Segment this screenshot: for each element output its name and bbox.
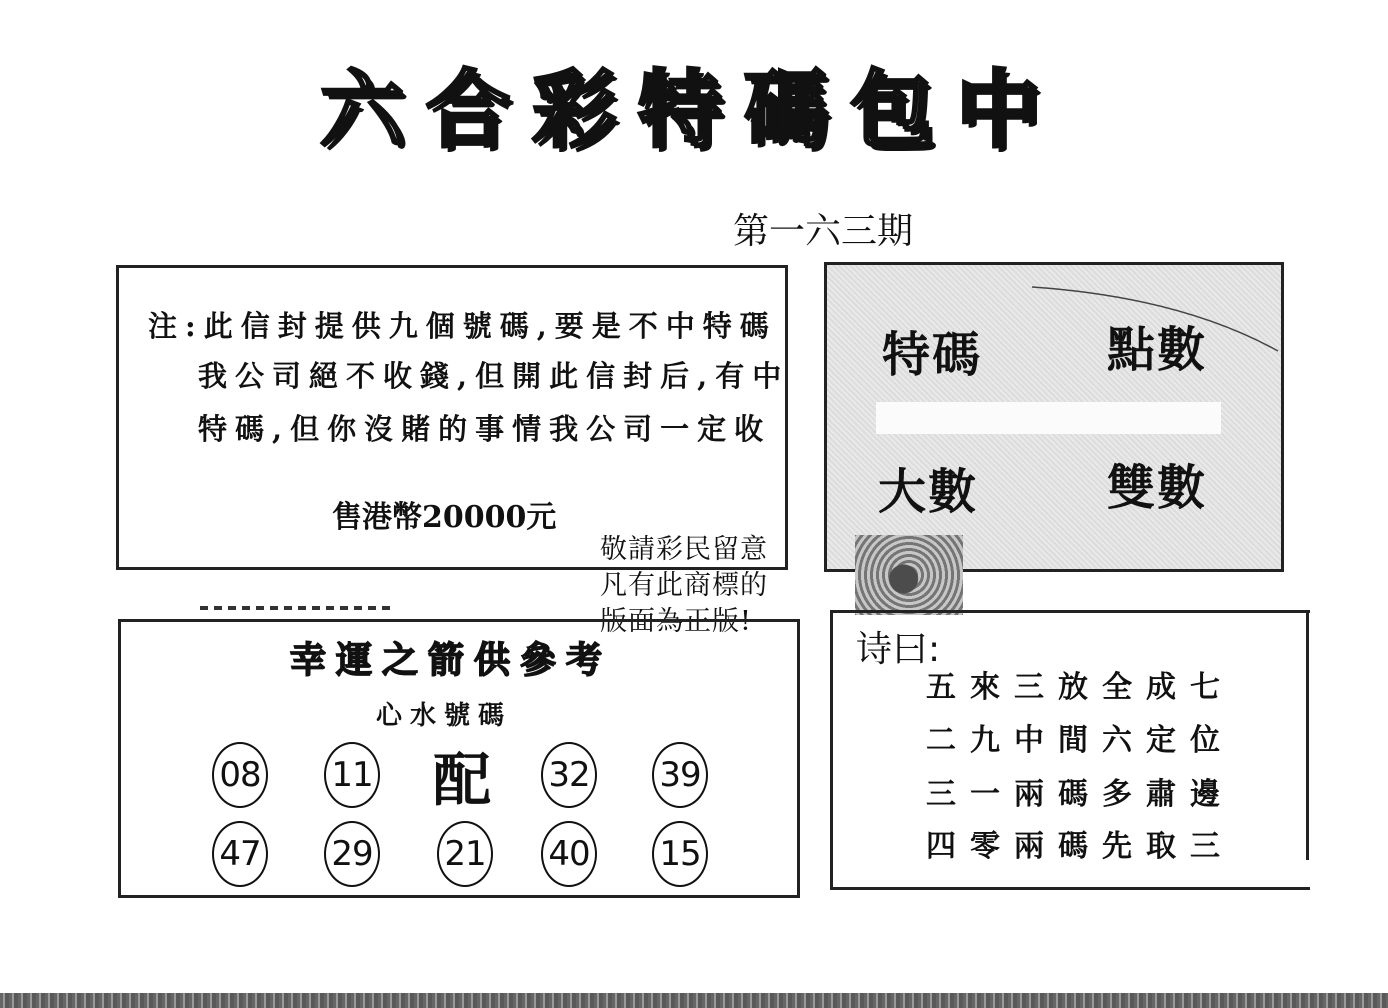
- price-text: 售港幣20000元: [332, 500, 557, 535]
- poem-heading: 诗曰:: [856, 629, 941, 670]
- notice-line: 我公司絕不收錢,但開此信封后,有中: [198, 359, 790, 393]
- number-ball: 32: [541, 742, 597, 808]
- authenticity-line: 版面為正版!: [600, 606, 752, 637]
- hint-even-number: 雙數: [1107, 460, 1208, 516]
- hint-divider: [876, 402, 1221, 434]
- scan-dash: [200, 606, 390, 610]
- number-ball: 39: [652, 742, 708, 808]
- lucky-subtitle: 心水號碼: [376, 701, 513, 731]
- number-ball: 21: [437, 821, 493, 887]
- number-ball: 47: [212, 821, 268, 887]
- poem-line: 四零兩碼先取三: [926, 829, 1234, 864]
- number-ball: 11: [324, 742, 380, 808]
- number-ball: 40: [541, 821, 597, 887]
- notice-line: 注:此信封提供九個號碼,要是不中特碼: [148, 309, 777, 343]
- authenticity-line: 敬請彩民留意: [600, 534, 768, 565]
- number-ball: 08: [212, 742, 268, 808]
- hint-points: 點數: [1107, 322, 1208, 378]
- pair-label: 配: [433, 746, 492, 814]
- hint-special-number: 特碼: [882, 327, 983, 383]
- poem-box-edge: [1306, 610, 1309, 860]
- page-title: 六合彩特碼包中: [320, 61, 1063, 159]
- issue-number: 第一六三期: [733, 211, 914, 252]
- poem-line: 三一兩碼多肅邊: [926, 777, 1234, 812]
- poem-line: 五來三放全成七: [926, 670, 1234, 705]
- trademark-logo: [855, 535, 963, 615]
- authenticity-line: 凡有此商標的: [600, 570, 768, 601]
- lucky-title: 幸運之箭供參考: [290, 639, 613, 681]
- notice-line: 特碼,但你沒賭的事情我公司一定收: [198, 412, 772, 446]
- hint-big-number: 大數: [878, 464, 979, 520]
- scan-edge: [0, 993, 1388, 1008]
- number-ball: 15: [652, 821, 708, 887]
- number-ball: 29: [324, 821, 380, 887]
- poem-line: 二九中間六定位: [926, 723, 1234, 758]
